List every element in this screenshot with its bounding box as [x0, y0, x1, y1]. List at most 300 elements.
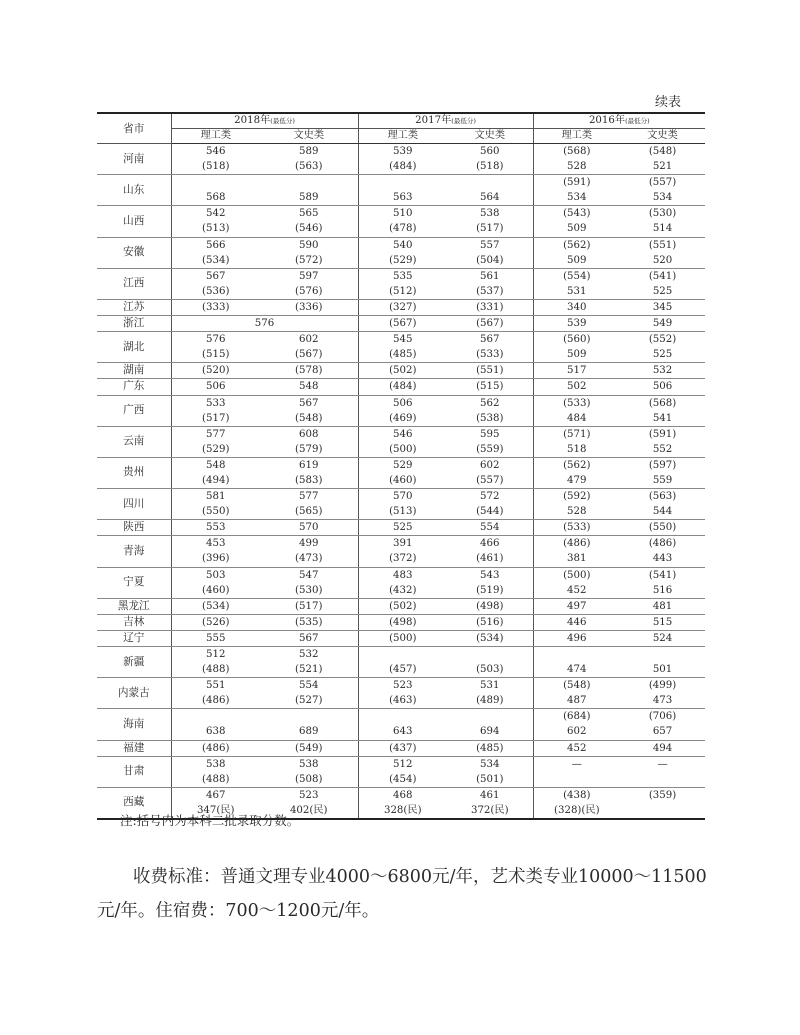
score-cell: 506	[358, 395, 447, 411]
score-cell: 602	[299, 334, 319, 346]
score-cell: 525	[620, 284, 705, 300]
table-row	[97, 662, 705, 678]
score-cell: 534	[533, 190, 620, 206]
score-cell: (454)	[358, 772, 447, 788]
table-row	[97, 740, 705, 756]
score-cell: (562)	[533, 237, 620, 253]
score-cell: 572	[480, 491, 500, 503]
province-cell: 江西	[97, 268, 171, 299]
province-cell: 辽宁	[97, 630, 171, 646]
score-cell	[358, 709, 447, 725]
score-cell: (548)	[260, 411, 358, 427]
score-cell: 542	[171, 206, 260, 222]
table-row	[97, 316, 705, 332]
score-cell: (546)	[260, 221, 358, 237]
table-row	[97, 567, 705, 583]
score-cell: (597)	[648, 459, 677, 471]
score-cell: 546	[358, 426, 447, 442]
score-cell: (518)	[171, 159, 260, 175]
score-cell: 534	[620, 190, 705, 206]
score-cell: 496	[533, 630, 620, 646]
table-row	[97, 221, 705, 237]
score-cell: (549)	[260, 740, 358, 756]
score-cell: 538	[299, 758, 319, 770]
sub-header: 文史类	[260, 129, 358, 144]
score-cell: 468	[358, 787, 447, 803]
score-cell: (572)	[260, 253, 358, 269]
table-row	[97, 457, 705, 473]
score-cell: 540	[358, 237, 447, 253]
score-cell: 581	[171, 489, 260, 505]
table-row	[97, 693, 705, 709]
score-cell: (706)	[648, 711, 677, 723]
score-cell: (517)	[260, 598, 358, 614]
score-cell: (530)	[648, 208, 677, 220]
score-cell: (530)	[260, 583, 358, 599]
score-cell: 528	[533, 159, 620, 175]
score-cell: 452	[533, 583, 620, 599]
score-cell: 567	[299, 397, 319, 409]
score-cell: 552	[620, 442, 705, 458]
score-cell: 643	[358, 724, 447, 740]
score-cell: 521	[620, 159, 705, 175]
province-cell: 内蒙古	[97, 678, 171, 709]
score-cell: (488)	[171, 662, 260, 678]
table-row	[97, 724, 705, 740]
score-cell: (504)	[447, 253, 533, 269]
province-cell: 福建	[97, 740, 171, 756]
table-row	[97, 411, 705, 427]
score-cell: 506	[171, 379, 260, 395]
score-cell: (502)	[358, 363, 447, 379]
score-cell: (359)	[648, 789, 677, 801]
score-cell: 570	[260, 520, 358, 536]
score-cell: 347(民)	[171, 803, 260, 819]
score-cell	[260, 709, 358, 725]
score-cell	[533, 647, 620, 663]
score-cell: 546	[171, 144, 260, 160]
table-row	[97, 175, 705, 191]
province-cell: 河南	[97, 144, 171, 175]
score-cell: (527)	[260, 693, 358, 709]
score-cell: (533)	[533, 395, 620, 411]
score-cell: 481	[620, 598, 705, 614]
score-cell: (567)	[447, 316, 533, 332]
score-cell: (501)	[447, 772, 533, 788]
province-cell: 吉林	[97, 614, 171, 630]
score-cell: 461	[480, 789, 500, 801]
score-cell: (529)	[358, 253, 447, 269]
score-cell: (579)	[260, 442, 358, 458]
province-cell: 山西	[97, 206, 171, 237]
table-row	[97, 473, 705, 489]
province-cell: 新疆	[97, 647, 171, 678]
table-row	[97, 647, 705, 663]
score-cell	[533, 772, 620, 788]
score-cell: —	[533, 756, 620, 772]
score-cell	[447, 709, 533, 725]
score-cell: 446	[533, 614, 620, 630]
table-row	[97, 379, 705, 395]
score-cell: (484)	[358, 379, 447, 395]
score-cell: (336)	[260, 299, 358, 315]
score-cell: 391	[358, 536, 447, 552]
score-cell: 328(民)	[358, 803, 447, 819]
score-cell: 576	[171, 332, 260, 348]
year-header-2016: 2016年(最低分)	[533, 113, 705, 129]
table-row	[97, 144, 705, 160]
score-cell: (591)	[533, 175, 620, 191]
score-cell: (512)	[358, 284, 447, 300]
score-cell: 619	[299, 459, 319, 471]
table-row	[97, 551, 705, 567]
score-cell: 567	[480, 334, 500, 346]
score-cell: (478)	[358, 221, 447, 237]
table-row	[97, 363, 705, 379]
score-cell: 595	[480, 428, 500, 440]
table-row	[97, 395, 705, 411]
score-cell: 590	[299, 239, 319, 251]
score-cell: 576	[171, 316, 358, 332]
score-cell: 559	[620, 473, 705, 489]
score-cell: 518	[533, 442, 620, 458]
score-cell: (498)	[358, 614, 447, 630]
table-row	[97, 709, 705, 725]
score-cell: (567)	[358, 316, 447, 332]
province-cell: 广西	[97, 395, 171, 426]
score-cell: 538	[480, 208, 500, 220]
score-cell: 566	[171, 237, 260, 253]
score-cell: 589	[260, 190, 358, 206]
score-cell	[358, 647, 447, 663]
score-cell: 554	[447, 520, 533, 536]
score-cell: (517)	[447, 221, 533, 237]
score-cell: (463)	[358, 693, 447, 709]
score-cell: (567)	[260, 347, 358, 363]
score-cell: (551)	[447, 363, 533, 379]
score-cell: (502)	[358, 598, 447, 614]
table-row	[97, 787, 705, 803]
table-row	[97, 756, 705, 772]
score-cell: 563	[358, 190, 447, 206]
score-cell: (460)	[171, 583, 260, 599]
score-cell: (473)	[260, 551, 358, 567]
province-cell: 山东	[97, 175, 171, 206]
score-cell: (500)	[533, 567, 620, 583]
year-header-2018: 2018年(最低分)	[171, 113, 358, 129]
table-row	[97, 489, 705, 505]
score-cell: (563)	[260, 159, 358, 175]
score-cell: (568)	[533, 144, 620, 160]
score-cell: (515)	[447, 379, 533, 395]
score-cell: (331)	[447, 299, 533, 315]
score-cell: 474	[533, 662, 620, 678]
score-cell: (550)	[620, 520, 705, 536]
province-cell: 青海	[97, 536, 171, 567]
score-cell	[620, 647, 705, 663]
score-cell: (557)	[648, 177, 677, 189]
score-cell: 548	[171, 457, 260, 473]
score-cell: 487	[533, 693, 620, 709]
score-cell: (516)	[447, 614, 533, 630]
province-header: 省市	[97, 113, 171, 144]
sub-header: 理工类	[533, 129, 620, 144]
score-cell: 512	[358, 756, 447, 772]
table-row	[97, 206, 705, 222]
table-row	[97, 190, 705, 206]
score-cell: 570	[358, 489, 447, 505]
score-cell: 689	[260, 724, 358, 740]
score-cell: (568)	[648, 397, 677, 409]
score-cell: 523	[358, 678, 447, 694]
score-cell: (538)	[447, 411, 533, 427]
score-cell: 608	[299, 428, 319, 440]
score-cell: (437)	[358, 740, 447, 756]
score-cell: 484	[533, 411, 620, 427]
score-cell	[260, 175, 358, 191]
table-row	[97, 332, 705, 348]
fee-paragraph: 收费标准：普通文理专业4000～6800元/年，艺术类专业10000～11500元/年。住宿费：700～1200元/年。	[97, 867, 707, 921]
score-cell: 549	[620, 316, 705, 332]
score-cell: (500)	[358, 630, 447, 646]
score-cell: (533)	[533, 520, 620, 536]
province-cell: 安徽	[97, 237, 171, 268]
score-cell: (517)	[171, 411, 260, 427]
score-cell: 514	[620, 221, 705, 237]
score-cell: (535)	[260, 614, 358, 630]
score-cell: (499)	[648, 680, 677, 692]
score-cell: 520	[620, 253, 705, 269]
score-cell: 501	[620, 662, 705, 678]
score-cell: (508)	[260, 772, 358, 788]
score-cell: (541)	[648, 270, 677, 282]
score-cell: 466	[480, 538, 500, 550]
sub-header: 理工类	[358, 129, 447, 144]
score-cell: 589	[299, 146, 319, 157]
score-cell: 602	[533, 724, 620, 740]
score-cell: (548)	[648, 146, 677, 157]
table-row	[97, 520, 705, 536]
province-cell: 黑龙江	[97, 598, 171, 614]
score-cell: (519)	[447, 583, 533, 599]
score-cell: (551)	[648, 239, 677, 251]
province-cell: 四川	[97, 489, 171, 520]
score-cell: 534	[480, 758, 500, 770]
table-row	[97, 536, 705, 552]
score-cell: (554)	[533, 268, 620, 284]
score-cell: 577	[299, 491, 319, 503]
score-cell: 532	[299, 649, 319, 660]
score-cell: 509	[533, 347, 620, 363]
score-cell: (559)	[447, 442, 533, 458]
score-cell: 567	[260, 630, 358, 646]
score-cell: 657	[620, 724, 705, 740]
province-cell: 广东	[97, 379, 171, 395]
score-cell: (520)	[171, 363, 260, 379]
score-cell: 551	[171, 678, 260, 694]
score-cell: (498)	[447, 598, 533, 614]
score-cell: (529)	[171, 442, 260, 458]
score-cell: (328)(民)	[533, 803, 620, 819]
score-cell: 483	[358, 567, 447, 583]
score-cell: (327)	[358, 299, 447, 315]
score-cell: 554	[299, 680, 319, 692]
score-cell: (484)	[358, 159, 447, 175]
continued-label: 续表	[655, 95, 682, 110]
score-cell: 541	[620, 411, 705, 427]
score-cell	[620, 772, 705, 788]
score-cell: (571)	[533, 426, 620, 442]
score-cell: 452	[533, 740, 620, 756]
score-cell	[358, 175, 447, 191]
score-cell: (488)	[171, 772, 260, 788]
score-cell	[447, 175, 533, 191]
score-cell: 467	[171, 787, 260, 803]
score-cell: (372)	[358, 551, 447, 567]
score-cell	[620, 803, 705, 819]
table-row	[97, 347, 705, 363]
score-cell: (503)	[447, 662, 533, 678]
score-cell: 555	[171, 630, 260, 646]
score-cell: 345	[620, 299, 705, 315]
score-cell: (578)	[260, 363, 358, 379]
score-cell: 562	[480, 397, 500, 409]
score-cell	[171, 709, 260, 725]
score-cell: 402(民)	[260, 803, 358, 819]
score-cell: (544)	[447, 504, 533, 520]
table-row	[97, 598, 705, 614]
score-cell: (485)	[358, 347, 447, 363]
province-cell: 西藏	[97, 787, 171, 819]
score-cell: 567	[171, 268, 260, 284]
score-cell: 494	[620, 740, 705, 756]
score-cell: (494)	[171, 473, 260, 489]
table-row	[97, 772, 705, 788]
score-cell: (550)	[171, 504, 260, 520]
score-cell: 547	[299, 569, 319, 581]
score-cell: 564	[447, 190, 533, 206]
score-cell: (518)	[447, 159, 533, 175]
score-cell: 539	[533, 316, 620, 332]
score-cell: 529	[358, 457, 447, 473]
score-cell: (486)	[533, 536, 620, 552]
score-cell: (486)	[171, 693, 260, 709]
score-cell: 560	[480, 146, 500, 157]
score-cell: (489)	[447, 693, 533, 709]
score-cell: (562)	[533, 457, 620, 473]
province-cell: 陕西	[97, 520, 171, 536]
score-cell: (513)	[358, 504, 447, 520]
score-cell: (432)	[358, 583, 447, 599]
score-cell: 453	[171, 536, 260, 552]
score-cell: (333)	[171, 299, 260, 315]
score-cell: 602	[480, 459, 500, 471]
score-cell: 506	[620, 379, 705, 395]
table-row	[97, 614, 705, 630]
table-row	[97, 268, 705, 284]
table-row	[97, 426, 705, 442]
score-cell: 479	[533, 473, 620, 489]
score-cell	[171, 175, 260, 191]
score-cell: 523	[299, 789, 319, 801]
score-cell: 548	[260, 379, 358, 395]
table-row	[97, 630, 705, 646]
score-cell: (396)	[171, 551, 260, 567]
score-cell: (548)	[533, 678, 620, 694]
year-header-2017: 2017年(最低分)	[358, 113, 533, 129]
score-cell: 533	[171, 395, 260, 411]
score-cell: 510	[358, 206, 447, 222]
score-cell: 557	[480, 239, 500, 251]
score-cell: (533)	[447, 347, 533, 363]
table-row	[97, 299, 705, 315]
table-row	[97, 159, 705, 175]
table-row	[97, 237, 705, 253]
score-cell: (486)	[648, 538, 677, 550]
score-cell: 528	[533, 504, 620, 520]
score-cell: 543	[480, 569, 500, 581]
score-cell: (486)	[171, 740, 260, 756]
table-footnote: 注:括号内为本科二批录取分数。	[120, 813, 300, 828]
score-cell: 443	[620, 551, 705, 567]
score-cell: 515	[620, 614, 705, 630]
score-cell: (534)	[171, 598, 260, 614]
score-cell: 568	[171, 190, 260, 206]
score-cell: (541)	[648, 569, 677, 581]
sub-header: 文史类	[620, 129, 705, 144]
score-cell: 525	[620, 347, 705, 363]
score-cell: 509	[533, 253, 620, 269]
score-cell: (534)	[171, 253, 260, 269]
score-cell: 524	[620, 630, 705, 646]
score-cell: (536)	[171, 284, 260, 300]
score-cell: (684)	[533, 709, 620, 725]
table-row	[97, 253, 705, 269]
score-cell: (500)	[358, 442, 447, 458]
score-cell: 553	[171, 520, 260, 536]
score-cell: (560)	[533, 332, 620, 348]
score-cell: (583)	[260, 473, 358, 489]
score-cell: 531	[533, 284, 620, 300]
score-cell: 538	[171, 756, 260, 772]
score-cell: 372(民)	[447, 803, 533, 819]
score-cell: 535	[358, 268, 447, 284]
score-cell: (563)	[648, 491, 677, 503]
score-cell: (576)	[260, 284, 358, 300]
admission-score-table	[97, 112, 705, 820]
score-cell: 694	[447, 724, 533, 740]
score-cell: (534)	[447, 630, 533, 646]
score-cell: 512	[171, 647, 260, 663]
score-cell: 525	[358, 520, 447, 536]
score-cell: 532	[620, 363, 705, 379]
province-cell: 宁夏	[97, 567, 171, 598]
table-row	[97, 583, 705, 599]
table-row	[97, 442, 705, 458]
province-cell: 湖南	[97, 363, 171, 379]
score-cell: 565	[299, 208, 319, 220]
province-cell: 云南	[97, 426, 171, 457]
score-cell: 544	[620, 504, 705, 520]
table-row	[97, 284, 705, 300]
score-cell: (438)	[533, 787, 620, 803]
score-cell: (460)	[358, 473, 447, 489]
score-cell: (461)	[447, 551, 533, 567]
province-cell: 浙江	[97, 316, 171, 332]
score-cell: 473	[620, 693, 705, 709]
score-cell: 499	[299, 538, 319, 550]
score-cell: 577	[171, 426, 260, 442]
